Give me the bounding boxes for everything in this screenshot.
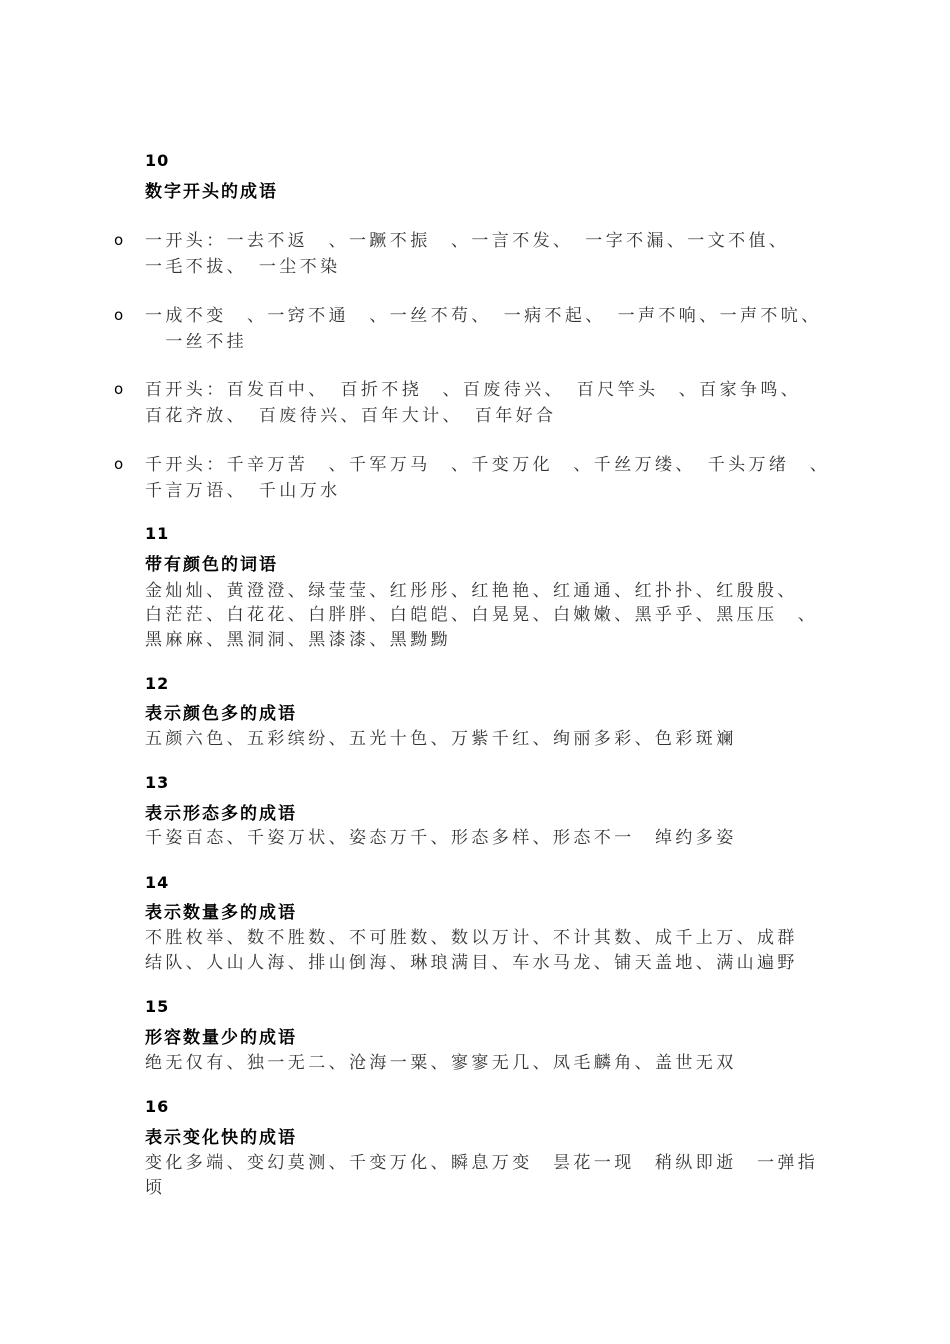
list-bullet: o: [114, 455, 124, 473]
list-item-line: 百花齐放、 百废待兴、百年大计、 百年好合: [145, 406, 557, 426]
text-line: 千姿百态、千姿万状、姿态万千、形态多样、形态不一 绰约多姿: [145, 828, 737, 848]
section-number: 14: [145, 873, 170, 892]
section-number: 11: [145, 524, 170, 543]
section-number: 15: [145, 997, 170, 1016]
list-bullet: o: [114, 380, 124, 398]
section-title: 表示形态多的成语: [145, 804, 297, 824]
section-number: 13: [145, 773, 170, 792]
list-item-line: 一开头：一去不返 、一蹶不振 、一言不发、 一字不漏、一文不值、: [145, 231, 790, 251]
text-line: 白茫茫、白花花、白胖胖、白皑皑、白晃晃、白嫩嫩、黑乎乎、黑压压 、: [145, 605, 819, 625]
list-bullet: o: [114, 306, 124, 324]
section-title: 数字开头的成语: [145, 182, 278, 202]
list-item-line: 一成不变 、一窍不通 、一丝不苟、 一病不起、 一声不响、一声不吭、: [145, 306, 822, 326]
section-number: 16: [145, 1097, 170, 1116]
section-title: 带有颜色的词语: [145, 555, 278, 575]
text-line: 变化多端、变幻莫测、千变万化、瞬息万变 昙花一现 稍纵即逝 一弹指: [145, 1153, 819, 1173]
text-line: 黑麻麻、黑洞洞、黑漆漆、黑黝黝: [145, 630, 451, 650]
text-line: 金灿灿、黄澄澄、绿莹莹、红彤彤、红艳艳、红通通、红扑扑、红殷殷、: [145, 581, 798, 601]
section-number: 10: [145, 151, 170, 170]
text-line: 结队、人山人海、排山倒海、琳琅满目、车水马龙、铺天盖地、满山遍野: [145, 953, 798, 973]
section-title: 表示颜色多的成语: [145, 704, 297, 724]
list-item-line: 一丝不挂: [145, 332, 247, 352]
section-title: 表示变化快的成语: [145, 1128, 297, 1148]
text-line: 顷: [145, 1178, 166, 1198]
list-item-line: 千言万语、 千山万水: [145, 481, 341, 501]
section-number: 12: [145, 674, 170, 693]
text-line: 五颜六色、五彩缤纷、五光十色、万紫千红、绚丽多彩、色彩斑斓: [145, 729, 737, 749]
text-line: 绝无仅有、独一无二、沧海一粟、寥寥无几、凤毛麟角、盖世无双: [145, 1053, 737, 1073]
section-title: 形容数量少的成语: [145, 1028, 297, 1048]
list-item-line: 一毛不拔、 一尘不染: [145, 257, 341, 277]
list-bullet: o: [114, 231, 124, 249]
text-line: 不胜枚举、数不胜数、不可胜数、数以万计、不计其数、成千上万、成群: [145, 928, 798, 948]
section-title: 表示数量多的成语: [145, 903, 297, 923]
list-item-line: 百开头：百发百中、 百折不挠 、百废待兴、 百尺竿头 、百家争鸣、: [145, 380, 802, 400]
list-item-line: 千开头：千辛万苦 、千军万马 、千变万化 、千丝万缕、 千头万绪 、: [145, 455, 831, 475]
